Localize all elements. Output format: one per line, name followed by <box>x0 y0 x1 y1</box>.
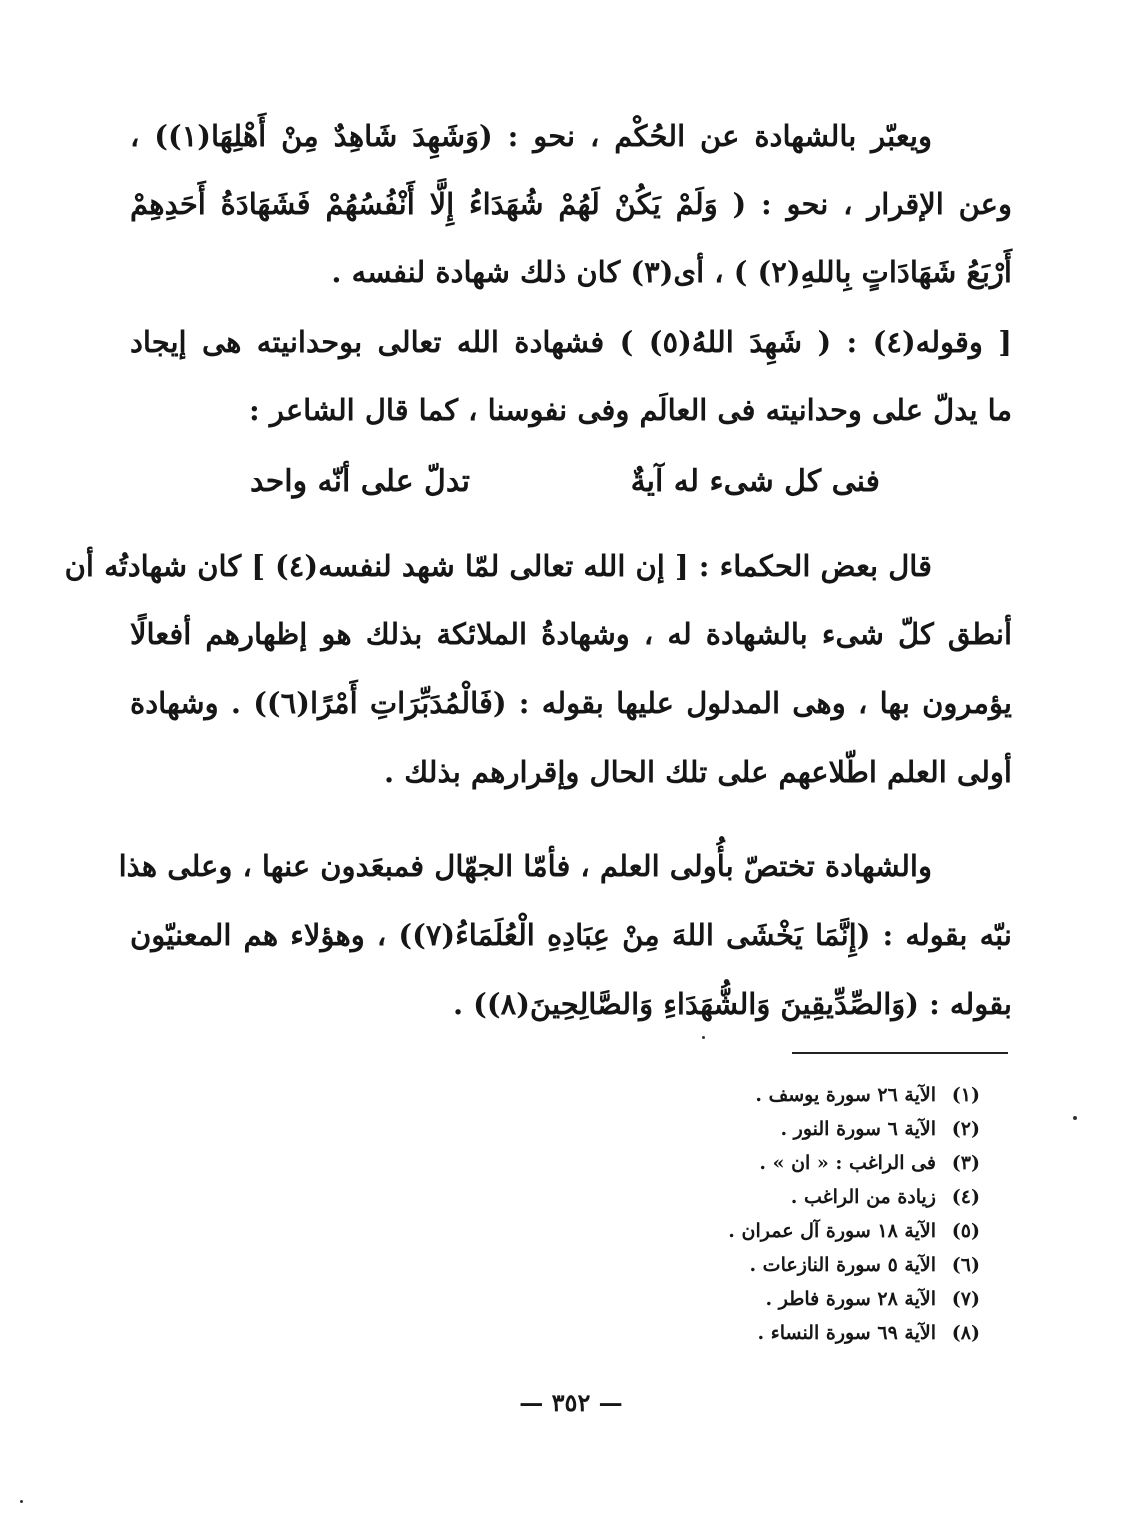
footnote-text: الآية ٢٨ سورة فاطر . <box>765 1288 936 1310</box>
footnote-number: (٣) <box>951 1152 980 1174</box>
footnote <box>728 1218 980 1244</box>
body-line: ويعبّر بالشهادة عن الحُكْم ، نحو : (وَشَهِدَ شَاهِدٌ مِنْ أَهْلِهَا(١)) ، <box>130 119 932 153</box>
footnote-number: (٥) <box>951 1220 980 1242</box>
verse-hemistich: فنى كل شىء له آيةٌ <box>630 464 880 499</box>
footnote-number: (٨) <box>951 1322 980 1344</box>
body-line: نبّه بقوله : (إِنَّمَا يَخْشَى اللهَ مِنْ عِبَادِهِ الْعُلَمَاءُ(٧)) ، وهؤلاء هم المعنيّون <box>130 918 1012 952</box>
poetry-verse <box>250 462 880 502</box>
page-number: — ٣٥٢ — <box>519 1388 623 1417</box>
body-line: وعن الإقرار ، نحو : ( وَلَمْ يَكُنْ لَهُمْ شُهَدَاءُ إِلَّا أَنْفُسُهُمْ فَشَهَادَةُ أَحَدِهِمْ <box>130 187 1012 221</box>
body-line: يؤمرون بها ، وهى المدلول عليها بقوله : (فَالْمُدَبِّرَاتِ أَمْرًا(٦)) . وشهادة <box>130 686 1012 720</box>
footnote-text: الآية ١٨ سورة آل عمران . <box>728 1220 936 1242</box>
body-line: قال بعض الحكماء : [ إن الله تعالى لمّا شهد لنفسه(٤) ] كان شهادتُه أن <box>64 549 932 583</box>
body-line: أولى العلم اطّلاعهم على تلك الحال وإقرارهم بذلك . <box>384 755 1012 789</box>
scan-speck <box>702 1036 705 1039</box>
footnote-number: (٧) <box>951 1288 980 1310</box>
footnote <box>755 1082 980 1108</box>
footnote <box>749 1252 980 1278</box>
footnote <box>766 1286 980 1312</box>
footnote <box>780 1116 980 1142</box>
footnote-text: زيادة من الراغب . <box>790 1186 936 1208</box>
footnote <box>758 1320 980 1346</box>
footnote-text: الآية ٦ سورة النور . <box>780 1118 936 1140</box>
body-line: بقوله : (وَالصِّدِّيقِينَ وَالشُّهَدَاءِ وَالصَّالِحِينَ(٨)) . <box>452 987 1012 1021</box>
footnote <box>791 1184 980 1210</box>
footnote-number: (٢) <box>951 1118 980 1140</box>
verse-hemistich: تدلّ على أنّه واحد <box>250 464 470 499</box>
body-line: والشهادة تختصّ بأُولى العلم ، فأمّا الجهّال فمبعَدون عنها ، وعلى هذا <box>118 849 932 883</box>
body-line: أَرْبَعُ شَهَادَاتٍ بِاللهِ(٢) ) ، أى(٣) كان ذلك شهادة لنفسه . <box>331 255 1012 289</box>
body-line: ما يدلّ على وحدانيته فى العالَم وفى نفوسنا ، كما قال الشاعر : <box>249 393 1012 427</box>
footnote <box>759 1150 980 1176</box>
body-line: أنطق كلّ شىء بالشهادة له ، وشهادةُ الملائكة بذلك هو إظهارهم أفعالًا <box>130 617 1012 651</box>
footnote-text: الآية ٥ سورة النازعات . <box>749 1254 936 1276</box>
footnote-text: فى الراغب : « ان » . <box>759 1152 936 1174</box>
footnote-number: (٦) <box>951 1254 980 1276</box>
footnote-number: (٤) <box>951 1186 980 1208</box>
scan-speck <box>1073 1116 1077 1120</box>
footnote-text: الآية ٢٦ سورة يوسف . <box>755 1084 936 1106</box>
scan-speck <box>20 1500 23 1503</box>
footnote-number: (١) <box>951 1084 980 1106</box>
body-line: [ وقوله(٤) : ( شَهِدَ اللهُ(٥) ) فشهادة الله تعالى بوحدانيته هى إيجاد <box>130 325 1012 359</box>
footnote-text: الآية ٦٩ سورة النساء . <box>757 1322 936 1344</box>
footnote-rule <box>792 1052 1008 1054</box>
